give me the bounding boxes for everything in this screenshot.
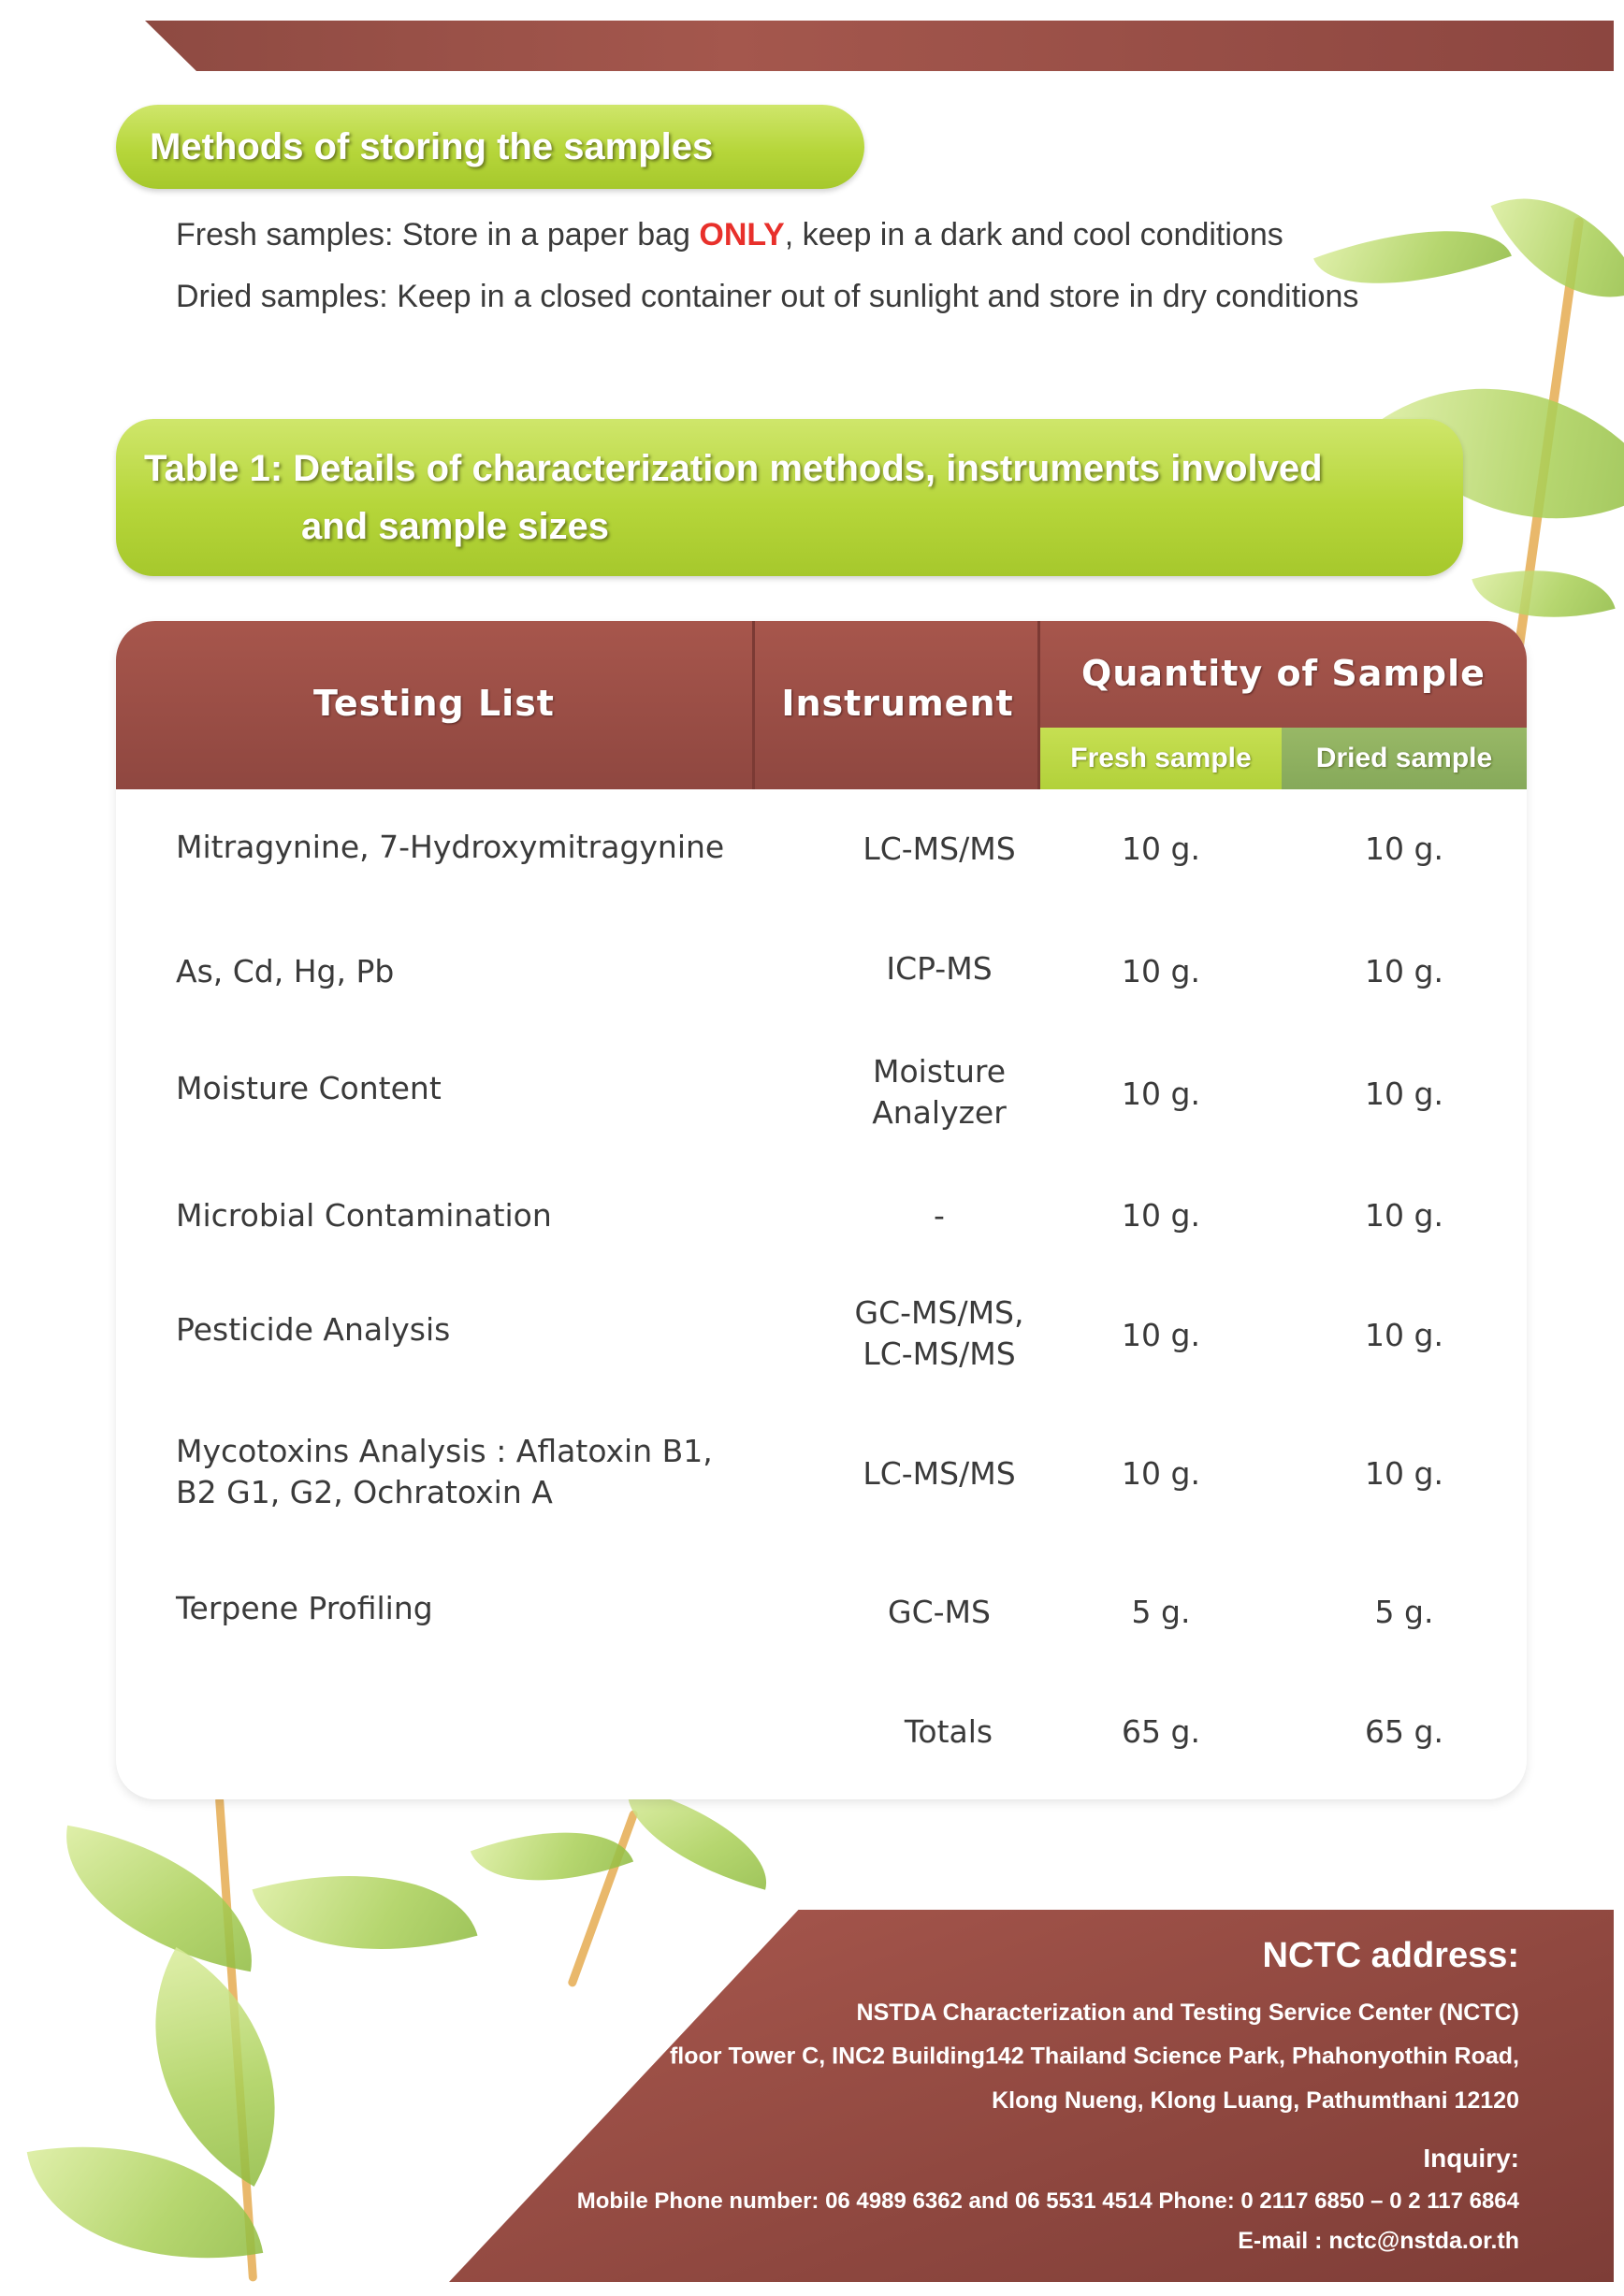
row-test-name: Pesticide Analysis <box>176 1311 451 1348</box>
row-test-name: Terpene Profiling <box>176 1590 433 1626</box>
row-dried-qty: 10 g. <box>1365 953 1443 989</box>
table-header <box>116 621 1527 789</box>
header-quantity: Quantity of Sample <box>1081 653 1486 694</box>
totals-fresh-qty: 65 g. <box>1122 1713 1200 1750</box>
footer-address-line <box>631 2039 1519 2070</box>
totals-label: Totals <box>904 1713 993 1750</box>
header-fresh-sample: Fresh sample <box>1040 728 1282 789</box>
footer-title: NCTC address: <box>1262 1936 1519 1975</box>
row-test-name: As, Cd, Hg, Pb <box>176 953 395 989</box>
leaf-decoration <box>1490 163 1624 333</box>
dried-storage-instruction: Dried samples: Keep in a closed container out of sunlight and store in dry conditions <box>176 279 1359 314</box>
row-fresh-qty: 5 g. <box>1131 1594 1191 1630</box>
row-instrument: ICP-MS <box>886 950 993 987</box>
only-emphasis: ONLY <box>699 217 785 253</box>
row-fresh-qty: 10 g. <box>1122 1455 1200 1492</box>
fresh-storage-text: Fresh samples: Store in a paper bag <box>176 217 700 253</box>
totals-dried-qty: 65 g. <box>1365 1713 1443 1750</box>
row-dried-qty: 5 g. <box>1374 1594 1434 1630</box>
sample-table <box>116 621 1527 1799</box>
row-test-name <box>176 1431 775 1513</box>
footer-address-rest: floor Tower C, INC2 Building142 Thailand Science Park, Phahonyothin Road, <box>663 2043 1519 2070</box>
footer-center-name: NSTDA Characterization and Testing Service Center (NCTC) <box>856 2000 1519 2026</box>
row-fresh-qty: 10 g. <box>1122 830 1200 867</box>
row-dried-qty: 10 g. <box>1365 1317 1443 1353</box>
top-decorative-band <box>145 21 1614 71</box>
row-instrument-line1: Moisture <box>872 1053 1007 1090</box>
row-test-name: Mitragynine, 7-Hydroxymitragynine <box>176 829 725 865</box>
row-test-name: Microbial Contamination <box>176 1197 552 1234</box>
header-dried-sample: Dried sample <box>1282 728 1527 789</box>
header-instrument: Instrument <box>781 683 1014 724</box>
footer-inquiry-label: Inquiry: <box>1423 2144 1519 2173</box>
leaf-decoration <box>48 1826 269 1971</box>
row-dried-qty: 10 g. <box>1365 830 1443 867</box>
footer-floor-suffix: rd <box>645 2039 664 2059</box>
footer-floor-number: 3 <box>631 2043 645 2070</box>
row-instrument: - <box>934 1197 945 1234</box>
row-instrument: LC-MS/MS <box>863 830 1016 867</box>
table-heading-line1: Table 1: Details of characterization methods, instruments involved <box>144 448 1323 489</box>
row-fresh-qty: 10 g. <box>1122 953 1200 989</box>
fresh-storage-text-end: , keep in a dark and cool conditions <box>784 217 1283 253</box>
footer-email[interactable]: E-mail : nctc@nstda.or.th <box>1238 2228 1519 2254</box>
fresh-storage-instruction <box>176 217 1283 253</box>
footer-address-line2: Klong Nueng, Klong Luang, Pathumthani 12120 <box>992 2087 1519 2114</box>
table-heading-line2: and sample sizes <box>301 506 610 547</box>
row-instrument-line2: LC-MS/MS <box>863 1336 1016 1372</box>
row-instrument-line2: Analyzer <box>872 1094 1007 1131</box>
row-fresh-qty: 10 g. <box>1122 1317 1200 1353</box>
row-dried-qty: 10 g. <box>1365 1455 1443 1492</box>
footer-phones: Mobile Phone number: 06 4989 6362 and 06 5531 4514 Phone: 0 2117 6850 – 0 2 117 6864 <box>576 2188 1519 2214</box>
row-dried-qty: 10 g. <box>1365 1076 1443 1112</box>
storage-methods-heading: Methods of storing the samples <box>116 105 864 189</box>
row-test-name-line2: B2 G1, G2, Ochratoxin A <box>176 1474 553 1510</box>
row-fresh-qty: 10 g. <box>1122 1197 1200 1234</box>
row-instrument: LC-MS/MS <box>863 1455 1016 1492</box>
leaf-decoration <box>471 1800 633 1913</box>
table-heading <box>116 419 1463 576</box>
row-instrument: GC-MS <box>888 1594 991 1630</box>
row-fresh-qty: 10 g. <box>1122 1076 1200 1112</box>
row-test-name-line1: Mycotoxins Analysis : Aflatoxin B1, <box>176 1433 713 1469</box>
row-instrument-line1: GC-MS/MS, <box>854 1294 1024 1331</box>
leaf-decoration <box>612 1785 782 1890</box>
header-testing-list: Testing List <box>313 683 555 724</box>
leaf-decoration <box>253 1836 478 1988</box>
row-test-name: Moisture Content <box>176 1070 442 1106</box>
row-dried-qty: 10 g. <box>1365 1197 1443 1234</box>
